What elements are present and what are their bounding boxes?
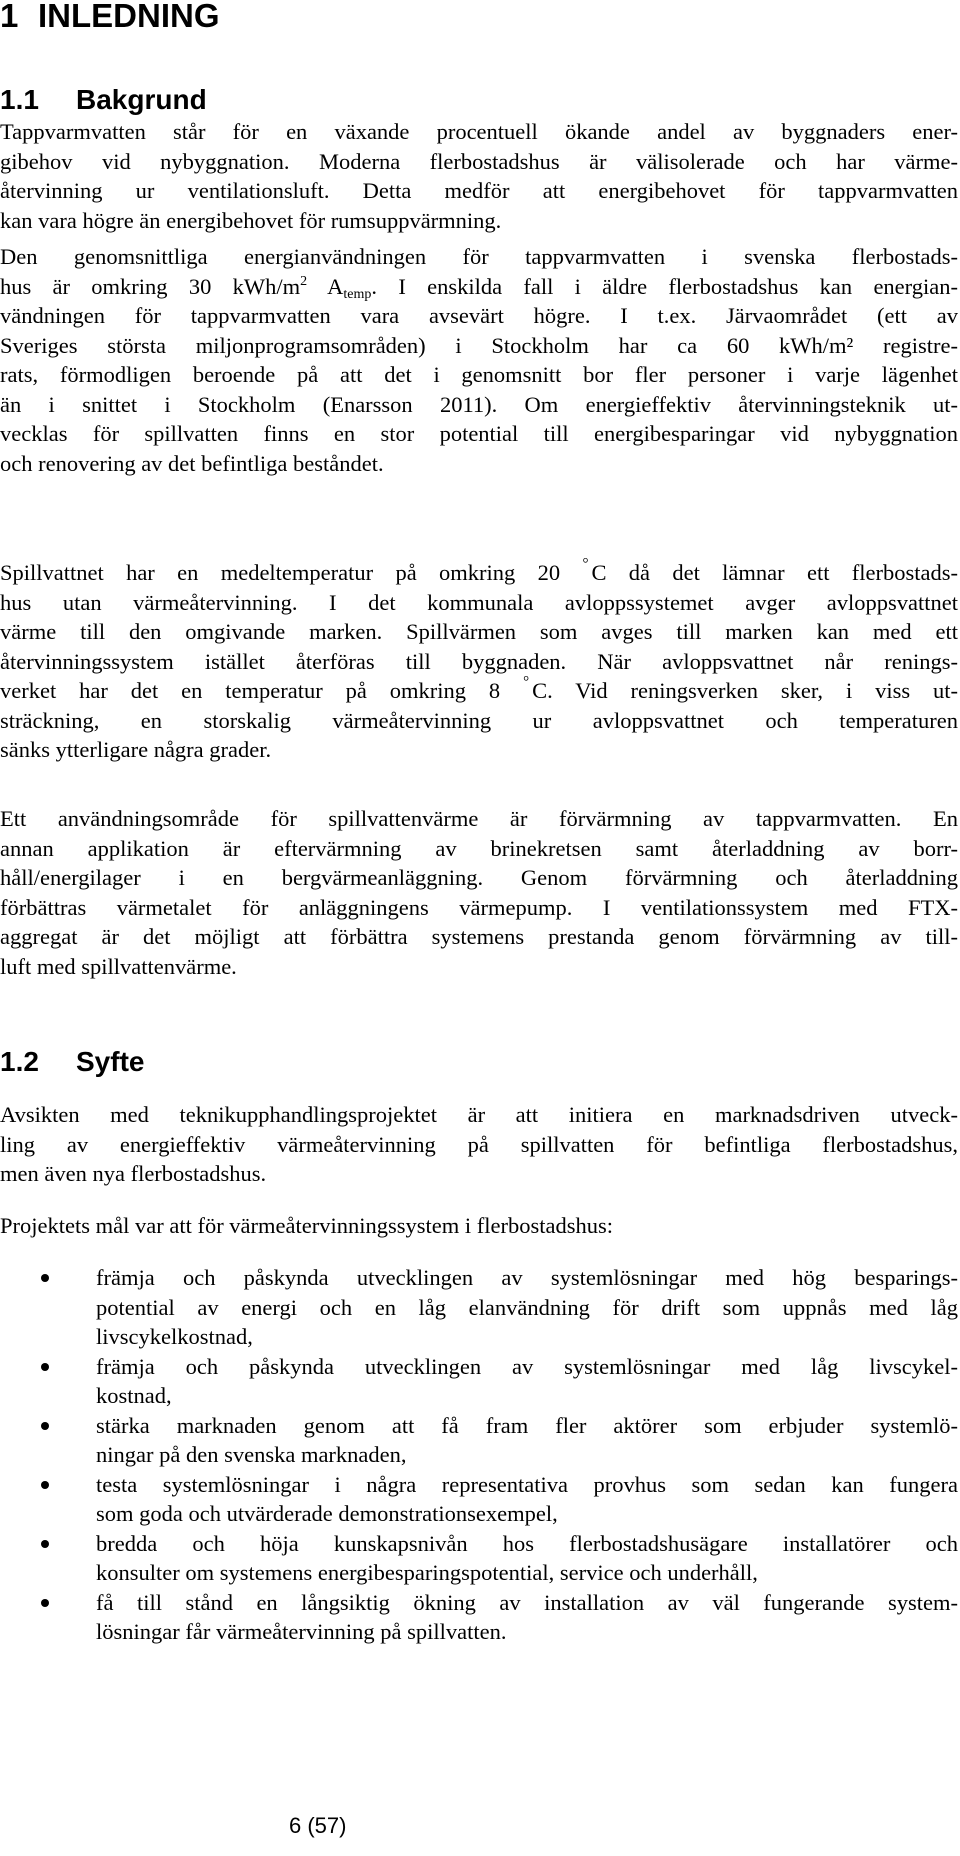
superscript: 2	[300, 273, 308, 289]
text-line: sträckning, en storskalig värmeåtervinning ur avloppsvattnet och temperaturen	[0, 707, 958, 733]
text-line: testa systemlösningar i några representativa provhus som sedan kan fungera	[96, 1471, 958, 1497]
subscript: temp	[343, 286, 372, 302]
text-run: Spillvattnet har en medeltemperatur på omkring 20	[0, 560, 583, 585]
chapter-title: INLEDNING	[38, 0, 220, 34]
text-line: som goda och utvärderade demonstrationsexempel,	[96, 1501, 558, 1526]
paragraph-2	[0, 242, 958, 478]
text-line	[0, 558, 958, 588]
chapter-number: 1	[0, 0, 19, 34]
section-heading-bakgrund	[0, 84, 207, 116]
text-line	[0, 676, 958, 706]
text-run: hus är omkring 30 kWh/m	[0, 273, 301, 299]
text-line: ling av energieffektiv värmeåtervinning på spillvatten för befintliga flerbostadshus,	[0, 1131, 958, 1157]
bullet-icon	[41, 1540, 49, 1548]
text-line: få till stånd en långsiktig ökning av installation av väl fungerande system-	[96, 1589, 958, 1615]
section-heading-syfte	[0, 1046, 144, 1078]
text-line: Avsikten med teknikupphandlingsprojektet är att initiera en marknadsdriven utveck-	[0, 1102, 958, 1127]
text-line: rats, förmodligen beroende på att det i genomsnitt bor fler personer i varje lägenhet	[0, 362, 958, 387]
section-title: Syfte	[76, 1046, 145, 1077]
text-line: kostnad,	[96, 1383, 172, 1408]
text-line: håll/energilager i en bergvärmeanläggning. Genom förvärmning och återladdning	[0, 865, 958, 890]
section-number: 1.2	[0, 1046, 39, 1077]
text-run: verket har det en temperatur på omkring 8	[0, 678, 524, 703]
bullet-icon	[41, 1422, 49, 1430]
text-line: återvinning ur ventilationsluft. Detta medför att energibehovet för tappvarmvatten	[0, 178, 958, 203]
chapter-heading	[0, 0, 220, 34]
text-line: Projektets mål var att för värmeåtervinningssystem i flerbostadshus:	[0, 1213, 613, 1238]
page-number: 6 (57)	[289, 1813, 347, 1838]
list-item	[0, 1529, 958, 1588]
text-line: livscykelkostnad,	[96, 1324, 253, 1349]
text-line: annan applikation är eftervärmning av brinekretsen samt återladdning av borr-	[0, 835, 958, 861]
text-line: än i snittet i Stockholm (Enarsson 2011). Om energieffektiv återvinningsteknik ut-	[0, 391, 958, 417]
text-line: återvinningssystem istället återföras till byggnaden. När avloppsvattnet når renings-	[0, 648, 958, 674]
text-line: ningar på den svenska marknaden,	[96, 1442, 407, 1467]
list-item	[0, 1411, 958, 1470]
text-line: lösningar får värmeåtervinning på spillvatten.	[96, 1619, 507, 1644]
text-line: vändningen för tappvarmvatten vara avsevärt högre. I t.ex. Järvaområdet (ett av	[0, 303, 958, 328]
list-item	[0, 1588, 958, 1647]
text-run: . I enskilda fall i äldre flerbostadshus kan energian-	[371, 273, 958, 299]
list-item	[0, 1470, 958, 1529]
bullet-icon	[41, 1599, 49, 1607]
paragraph-5	[0, 1100, 958, 1189]
text-line: hus utan värmeåtervinning. I det kommunala avloppssystemet avger avloppsvattnet	[0, 589, 958, 615]
text-line: främja och påskynda utvecklingen av systemlösningar med låg livscykel-	[96, 1353, 958, 1379]
paragraph-1	[0, 117, 958, 235]
text-line: Sveriges största miljonprogramsområden) i Stockholm har ca 60 kWh/m² registre-	[0, 332, 958, 358]
list-item	[0, 1263, 958, 1352]
text-line: kan vara högre än energibehovet för rumsuppvärmning.	[0, 207, 502, 233]
list-item	[0, 1352, 958, 1411]
text-line: stärka marknaden genom att få fram fler aktörer som erbjuder systemlö-	[96, 1412, 958, 1438]
paragraph-4	[0, 804, 958, 981]
degree-sign: °	[523, 674, 530, 690]
section-title: Bakgrund	[76, 84, 207, 115]
text-line: främja och påskynda utvecklingen av systemlösningar med hög besparings-	[96, 1265, 958, 1290]
bullet-icon	[41, 1363, 49, 1371]
paragraph-3	[0, 558, 958, 765]
text-line: Ett användningsområde för spillvattenvärme är förvärmning av tappvarmvatten. En	[0, 806, 958, 831]
text-line: vecklas för spillvatten finns en stor potential till energibesparingar vid nybyggnation	[0, 421, 958, 446]
text-run: A	[307, 273, 344, 299]
paragraph-6	[0, 1211, 958, 1241]
text-line: men även nya flerbostadshus.	[0, 1161, 267, 1186]
text-line: Tappvarmvatten står för en växande procentuell ökande andel av byggnaders ener-	[0, 119, 958, 144]
section-number: 1.1	[0, 84, 39, 115]
text-line: potential av energi och en låg elanvändning för drift som uppnås med låg	[96, 1294, 958, 1320]
text-line: bredda och höja kunskapsnivån hos flerbostadshusägare installatörer och	[96, 1530, 958, 1556]
text-line: aggregat är det möjligt att förbättra systemens prestanda genom förvärmning av till-	[0, 924, 958, 949]
degree-sign: °	[582, 556, 589, 572]
text-line: Den genomsnittliga energianvändningen för tappvarmvatten i svenska flerbostads-	[0, 244, 958, 269]
goals-list	[0, 1263, 958, 1647]
text-line: värme till den omgivande marken. Spillvärmen som avges till marken kan med ett	[0, 619, 958, 644]
text-line: gibehov vid nybyggnation. Moderna flerbostadshus är välisolerade och har värme-	[0, 148, 958, 174]
text-line: konsulter om systemens energibesparingspotential, service och underhåll,	[96, 1560, 758, 1585]
text-line: luft med spillvattenvärme.	[0, 953, 237, 979]
text-line	[0, 272, 958, 302]
text-run: C då det lämnar ett flerbostads-	[591, 560, 958, 585]
text-line: sänks ytterligare några grader.	[0, 737, 272, 762]
text-run: C. Vid reningsverken sker, i viss ut-	[532, 678, 959, 703]
text-line: och renovering av det befintliga beståndet.	[0, 450, 384, 476]
bullet-icon	[41, 1481, 49, 1489]
bullet-icon	[41, 1274, 49, 1282]
text-line: förbättras värmetalet för anläggningens värmepump. I ventilationssystem med FTX-	[0, 894, 958, 920]
